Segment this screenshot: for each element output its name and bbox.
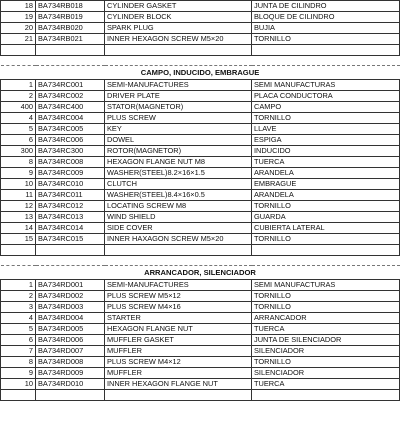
- part-quantity: 400: [1, 102, 36, 113]
- part-row: [1, 291, 400, 302]
- part-code: BA734RC008: [36, 157, 105, 168]
- part-quantity: 10: [1, 179, 36, 190]
- part-code: BA734RD004: [36, 313, 105, 324]
- part-quantity: 300: [1, 146, 36, 157]
- part-code: BA734RD007: [36, 346, 105, 357]
- part-code: BA734RC011: [36, 190, 105, 201]
- part-code: BA734RC015: [36, 234, 105, 245]
- part-code: BA734RD008: [36, 357, 105, 368]
- part-name-spanish: ARANDELA: [252, 168, 400, 179]
- part-quantity: 2: [1, 91, 36, 102]
- part-quantity: 14: [1, 223, 36, 234]
- part-quantity: 8: [1, 157, 36, 168]
- blank-cell: [36, 45, 105, 56]
- part-code: BA734RC013: [36, 212, 105, 223]
- part-code: BA734RC002: [36, 91, 105, 102]
- part-code: BA734RC001: [36, 80, 105, 91]
- part-row: [1, 80, 400, 91]
- blank-cell: [1, 245, 36, 256]
- blank-cell: [36, 390, 105, 401]
- part-name-english: DRIVER PLATE: [105, 91, 252, 102]
- part-code: BA734RD010: [36, 379, 105, 390]
- section-heading-row: [1, 66, 400, 80]
- part-name-spanish: PLACA CONDUCTORA: [252, 91, 400, 102]
- part-name-english: WASHER(STEEL)8.2×16×1.5: [105, 168, 252, 179]
- part-row: [1, 335, 400, 346]
- part-name-english: INNER HEXAGON FLANGE NUT: [105, 379, 252, 390]
- part-name-spanish: TORNILLO: [252, 357, 400, 368]
- blank-cell: [105, 56, 252, 66]
- part-row: [1, 201, 400, 212]
- part-name-spanish: SILENCIADOR: [252, 368, 400, 379]
- part-code: BA734RC009: [36, 168, 105, 179]
- part-name-spanish: TORNILLO: [252, 302, 400, 313]
- part-quantity: 2: [1, 291, 36, 302]
- part-row: [1, 102, 400, 113]
- blank-row: [1, 45, 400, 56]
- part-quantity: 1: [1, 80, 36, 91]
- part-code: BA734RC005: [36, 124, 105, 135]
- blank-row: [1, 245, 400, 256]
- part-name-english: PLUS SCREW M4×16: [105, 302, 252, 313]
- part-row: [1, 12, 400, 23]
- part-name-spanish: BUJIA: [252, 23, 400, 34]
- part-code: BA734RD001: [36, 280, 105, 291]
- part-row: [1, 324, 400, 335]
- part-row: [1, 113, 400, 124]
- part-name-spanish: EMBRAGUE: [252, 179, 400, 190]
- blank-cell: [105, 256, 252, 266]
- part-row: [1, 234, 400, 245]
- part-name-english: MUFFLER GASKET: [105, 335, 252, 346]
- part-row: [1, 168, 400, 179]
- part-name-english: SPARK PLUG: [105, 23, 252, 34]
- part-name-spanish: TORNILLO: [252, 201, 400, 212]
- part-quantity: 7: [1, 346, 36, 357]
- section-heading-row: [1, 266, 400, 280]
- blank-cell: [36, 56, 105, 66]
- part-row: [1, 157, 400, 168]
- part-quantity: 19: [1, 12, 36, 23]
- blank-cell: [252, 256, 400, 266]
- blank-cell: [36, 256, 105, 266]
- part-row: [1, 23, 400, 34]
- part-name-english: INNER HEXAGON SCREW M5×20: [105, 34, 252, 45]
- section-gap: [1, 56, 400, 66]
- part-row: [1, 146, 400, 157]
- part-quantity: 5: [1, 324, 36, 335]
- part-code: BA734RC006: [36, 135, 105, 146]
- part-name-english: PLUS SCREW M5×12: [105, 291, 252, 302]
- part-name-english: WASHER(STEEL)8.4×16×0.5: [105, 190, 252, 201]
- part-code: BA734RC300: [36, 146, 105, 157]
- part-name-english: LOCATING SCREW M8: [105, 201, 252, 212]
- blank-cell: [105, 390, 252, 401]
- part-name-spanish: JUNTA DE SILENCIADOR: [252, 335, 400, 346]
- part-row: [1, 135, 400, 146]
- part-name-spanish: TUERCA: [252, 324, 400, 335]
- part-name-english: HEXAGON FLANGE NUT: [105, 324, 252, 335]
- part-quantity: 1: [1, 280, 36, 291]
- part-code: BA734RD006: [36, 335, 105, 346]
- part-name-english: KEY: [105, 124, 252, 135]
- part-name-spanish: LLAVE: [252, 124, 400, 135]
- part-name-spanish: TUERCA: [252, 157, 400, 168]
- part-name-spanish: TORNILLO: [252, 34, 400, 45]
- part-row: [1, 1, 400, 12]
- blank-row: [1, 390, 400, 401]
- part-name-english: ROTOR(MAGNETOR): [105, 146, 252, 157]
- part-quantity: 20: [1, 23, 36, 34]
- part-name-english: HEXAGON FLANGE NUT M8: [105, 157, 252, 168]
- part-name-spanish: ESPIGA: [252, 135, 400, 146]
- part-quantity: 18: [1, 1, 36, 12]
- part-code: BA734RD003: [36, 302, 105, 313]
- part-name-spanish: INDUCIDO: [252, 146, 400, 157]
- blank-cell: [1, 256, 36, 266]
- part-code: BA734RD005: [36, 324, 105, 335]
- part-name-spanish: CAMPO: [252, 102, 400, 113]
- part-name-english: PLUS SCREW M4×12: [105, 357, 252, 368]
- blank-cell: [105, 245, 252, 256]
- part-row: [1, 212, 400, 223]
- blank-cell: [105, 45, 252, 56]
- part-row: [1, 190, 400, 201]
- section-title: ARRANCADOR, SILENCIADOR: [1, 266, 400, 280]
- part-name-english: STATOR(MAGNETOR): [105, 102, 252, 113]
- part-quantity: 5: [1, 124, 36, 135]
- part-quantity: 12: [1, 201, 36, 212]
- part-code: BA734RC014: [36, 223, 105, 234]
- blank-cell: [36, 245, 105, 256]
- part-row: [1, 379, 400, 390]
- part-code: BA734RD009: [36, 368, 105, 379]
- part-name-english: PLUS SCREW: [105, 113, 252, 124]
- part-name-spanish: TORNILLO: [252, 291, 400, 302]
- blank-cell: [1, 390, 36, 401]
- part-name-spanish: ARRANCADOR: [252, 313, 400, 324]
- blank-cell: [252, 45, 400, 56]
- part-row: [1, 179, 400, 190]
- part-name-spanish: BLOQUE DE CILINDRO: [252, 12, 400, 23]
- part-name-english: MUFFLER: [105, 368, 252, 379]
- part-code: BA734RB021: [36, 34, 105, 45]
- part-quantity: 15: [1, 234, 36, 245]
- part-code: BA734RC010: [36, 179, 105, 190]
- part-name-spanish: TUERCA: [252, 379, 400, 390]
- part-row: [1, 313, 400, 324]
- part-quantity: 4: [1, 113, 36, 124]
- part-name-spanish: JUNTA DE CILINDRO: [252, 1, 400, 12]
- part-name-spanish: TORNILLO: [252, 234, 400, 245]
- part-name-english: SEMI-MANUFACTURES: [105, 280, 252, 291]
- part-row: [1, 34, 400, 45]
- part-name-spanish: GUARDA: [252, 212, 400, 223]
- part-quantity: 10: [1, 379, 36, 390]
- blank-cell: [1, 56, 36, 66]
- part-name-spanish: SEMI MANUFACTURAS: [252, 80, 400, 91]
- part-quantity: 6: [1, 135, 36, 146]
- part-name-english: MUFFLER: [105, 346, 252, 357]
- part-name-english: DOWEL: [105, 135, 252, 146]
- section-title: CAMPO, INDUCIDO, EMBRAGUE: [1, 66, 400, 80]
- part-quantity: 21: [1, 34, 36, 45]
- part-code: BA734RD002: [36, 291, 105, 302]
- part-quantity: 6: [1, 335, 36, 346]
- part-quantity: 9: [1, 368, 36, 379]
- part-row: [1, 302, 400, 313]
- part-quantity: 9: [1, 168, 36, 179]
- part-quantity: 3: [1, 302, 36, 313]
- part-quantity: 4: [1, 313, 36, 324]
- blank-cell: [1, 45, 36, 56]
- part-row: [1, 368, 400, 379]
- part-name-spanish: SEMI MANUFACTURAS: [252, 280, 400, 291]
- part-code: BA734RB019: [36, 12, 105, 23]
- part-name-english: SEMI-MANUFACTURES: [105, 80, 252, 91]
- part-name-english: CLUTCH: [105, 179, 252, 190]
- part-name-spanish: SILENCIADOR: [252, 346, 400, 357]
- part-row: [1, 346, 400, 357]
- part-code: BA734RC004: [36, 113, 105, 124]
- part-name-english: SIDE COVER: [105, 223, 252, 234]
- part-name-english: CYLINDER BLOCK: [105, 12, 252, 23]
- blank-cell: [252, 390, 400, 401]
- part-name-english: INNER HAXAGON SCREW M5×20: [105, 234, 252, 245]
- part-name-spanish: TORNILLO: [252, 113, 400, 124]
- part-name-english: WIND SHIELD: [105, 212, 252, 223]
- part-row: [1, 280, 400, 291]
- part-code: BA734RB018: [36, 1, 105, 12]
- part-row: [1, 357, 400, 368]
- part-quantity: 13: [1, 212, 36, 223]
- part-name-english: CYLINDER GASKET: [105, 1, 252, 12]
- part-quantity: 11: [1, 190, 36, 201]
- part-code: BA734RC400: [36, 102, 105, 113]
- part-row: [1, 223, 400, 234]
- part-name-english: STARTER: [105, 313, 252, 324]
- part-quantity: 8: [1, 357, 36, 368]
- blank-cell: [252, 56, 400, 66]
- part-code: BA734RC012: [36, 201, 105, 212]
- part-row: [1, 124, 400, 135]
- section-gap: [1, 256, 400, 266]
- part-code: BA734RB020: [36, 23, 105, 34]
- blank-cell: [252, 245, 400, 256]
- part-name-spanish: ARANDELA: [252, 190, 400, 201]
- part-name-spanish: CUBIERTA LATERAL: [252, 223, 400, 234]
- part-row: [1, 91, 400, 102]
- parts-table-body: [1, 1, 400, 401]
